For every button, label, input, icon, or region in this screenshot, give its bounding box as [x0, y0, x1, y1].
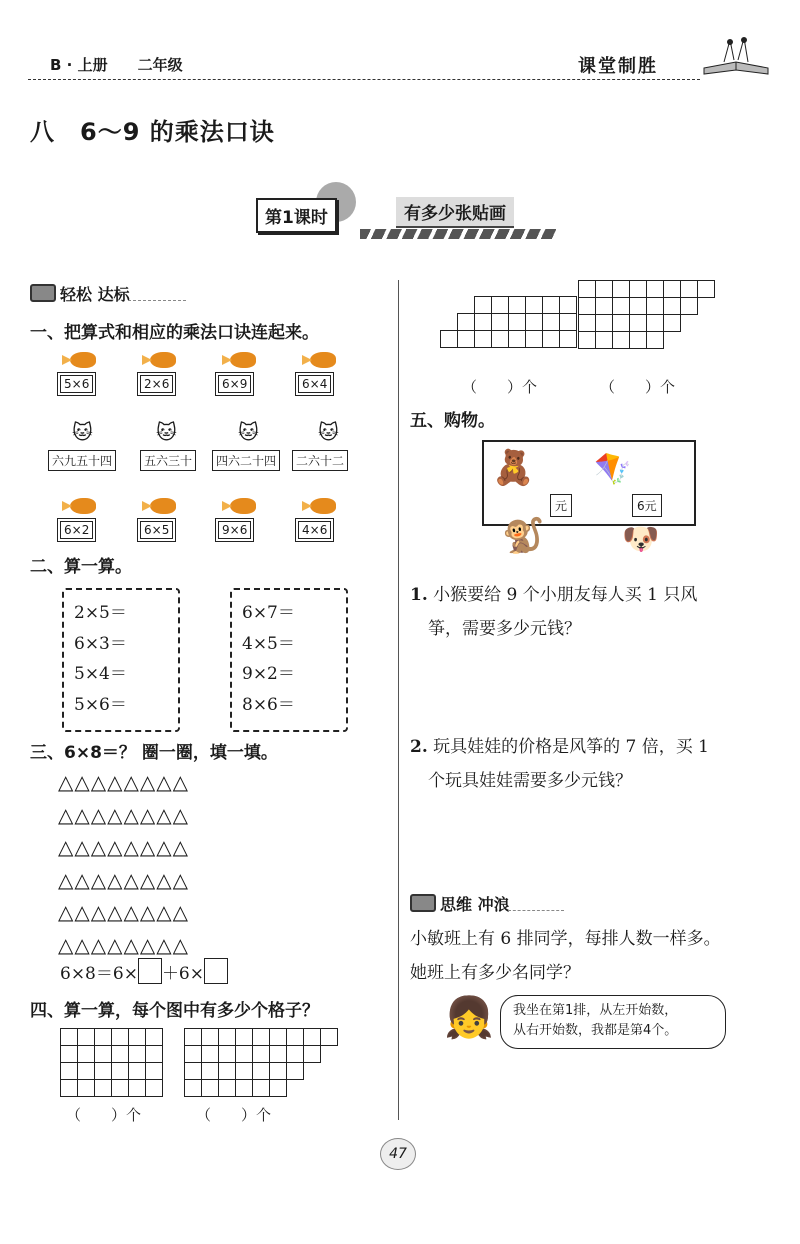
q1-mid-card-2[interactable]: 五六三十 [140, 450, 196, 471]
q5-p1-line: 小猴要给 9 个小朋友每人买 1 只风 [433, 585, 698, 605]
q1-top-card-4[interactable]: 6×4 [298, 375, 331, 393]
section-easy-underline [128, 300, 186, 301]
doll-icon: 🧸 [492, 448, 535, 488]
triangle-row: △△△△△△△△ [58, 770, 190, 794]
books-icon [30, 284, 56, 302]
lesson-title: 有多少张贴画 [396, 197, 514, 228]
fish-icon [70, 498, 96, 514]
q4-grid-4 [578, 280, 715, 349]
q2-expr[interactable]: 5×6＝ [74, 694, 127, 715]
think-problem [410, 922, 790, 990]
decor-stripes [360, 229, 556, 239]
fish-icon [310, 352, 336, 368]
book-icon [700, 34, 772, 82]
fish-icon [310, 498, 336, 514]
q1-bottom-card-3[interactable]: 9×6 [218, 521, 251, 539]
answer-box[interactable] [138, 958, 162, 984]
header-divider [28, 79, 700, 80]
q2-expr[interactable]: 2×5＝ [74, 603, 127, 623]
triangle-row: △△△△△△△△ [58, 802, 190, 827]
page-number: 47 [380, 1138, 416, 1170]
shop-shelf-illustration [482, 440, 696, 526]
q5-p2-line: 个玩具娃娃需要多少元钱？ [428, 771, 632, 791]
cat-icon: 🐱 [318, 420, 339, 444]
q2-expr[interactable]: 4×5＝ [242, 633, 295, 654]
q5-p1-line: 筝，需要多少元钱？ [428, 619, 581, 639]
q4-grid-3 [440, 296, 577, 348]
think-line: 她班上有多少名同学？ [410, 963, 580, 983]
girl-icon: 👧 [444, 995, 494, 1041]
q2-expr[interactable]: 9×2＝ [242, 664, 295, 684]
q2-expr[interactable]: 6×3＝ [74, 633, 127, 654]
cat-icon: 🐱 [156, 420, 177, 444]
section-easy-label: 轻松 达标 [60, 285, 130, 304]
q1-mid-card-4[interactable]: 二六十二 [292, 450, 348, 471]
answer-box[interactable] [204, 958, 228, 984]
kite-icon: 🪁 [594, 452, 632, 487]
q3-equation [60, 958, 228, 984]
q4-grid-2 [184, 1028, 338, 1097]
fish-icon [150, 352, 176, 368]
books-icon [410, 894, 436, 912]
q1-mid-card-3[interactable]: 四六二十四 [212, 450, 280, 471]
q5-p2-num: 2. [410, 737, 428, 757]
q1-top-card-3[interactable]: 6×9 [218, 375, 251, 393]
q2-expr[interactable]: 5×4＝ [74, 664, 127, 684]
chapter-title: 八 6～9 的乘法口诀 [30, 118, 275, 146]
q5-title: 五、购物。 [410, 411, 495, 431]
cat-icon: 🐱 [238, 420, 259, 444]
fish-icon [70, 352, 96, 368]
monkey-icon: 🐒 [502, 516, 545, 556]
q4-answer-3[interactable]: （ ）个 [462, 378, 538, 396]
price-tag-2: 6元 [632, 494, 662, 517]
price-tag-1: 元 [550, 494, 572, 517]
dog-icon: 🐶 [622, 522, 660, 557]
column-divider [398, 280, 399, 1120]
fish-icon [230, 498, 256, 514]
q1-top-card-1[interactable]: 5×6 [60, 375, 93, 393]
q3-eq-b: ＋6× [161, 964, 204, 984]
triangle-row: △△△△△△△△ [58, 900, 190, 924]
triangle-rows [58, 766, 189, 961]
think-line: 小敏班上有 6 排同学，每排人数一样多。 [410, 929, 721, 949]
q2-expr[interactable]: 8×6＝ [242, 694, 295, 715]
fish-icon [150, 498, 176, 514]
fish-icon [230, 352, 256, 368]
q1-top-card-2[interactable]: 2×6 [140, 375, 173, 393]
q1-bottom-card-1[interactable]: 6×2 [60, 521, 93, 539]
section-thinking-underline [508, 910, 564, 911]
q4-answer-1[interactable]: （ ）个 [66, 1106, 142, 1124]
q5-p2-line: 玩具娃娃的价格是风筝的 7 倍，买 1 [433, 737, 709, 757]
q5-p1-num: 1. [410, 585, 428, 605]
q4-grid-1 [60, 1028, 163, 1097]
cat-icon: 🐱 [72, 420, 93, 444]
lesson-label: 第1课时 [256, 198, 337, 233]
triangle-row: △△△△△△△△ [58, 932, 190, 957]
section-thinking-label: 思维 冲浪 [440, 895, 510, 914]
q1-mid-card-1[interactable]: 六九五十四 [48, 450, 116, 471]
header-right: 课堂制胜 [578, 56, 658, 77]
q2-box-1 [62, 588, 180, 732]
q5-problem-2 [410, 730, 780, 798]
q3-title: 三、6×8＝？ 圈一圈，填一填。 [30, 743, 278, 763]
triangle-row: △△△△△△△△ [58, 835, 190, 859]
bubble-line: 我坐在第1排，从左开始数， [513, 1003, 678, 1018]
q4-answer-2[interactable]: （ ）个 [196, 1106, 272, 1124]
bubble-line: 从右开始数，我都是第4个。 [513, 1023, 678, 1038]
section-easy [30, 282, 130, 305]
q4-title: 四、算一算，每个图中有多少个格子？ [30, 1001, 319, 1021]
speech-bubble [500, 995, 726, 1049]
q1-bottom-card-4[interactable]: 4×6 [298, 521, 331, 539]
q2-expr[interactable]: 6×7＝ [242, 603, 295, 623]
q5-problem-1 [410, 578, 780, 646]
q2-box-2 [230, 588, 348, 732]
q4-answer-4[interactable]: （ ）个 [600, 378, 676, 396]
q1-bottom-card-2[interactable]: 6×5 [140, 521, 173, 539]
q3-eq-a: 6×8＝6× [60, 964, 138, 984]
triangle-row: △△△△△△△△ [58, 867, 190, 892]
section-thinking [410, 892, 510, 915]
q1-title: 一、把算式和相应的乘法口诀连起来。 [30, 323, 319, 343]
q2-title: 二、算一算。 [30, 557, 132, 577]
header-left: B · 上册 二年级 [50, 56, 183, 74]
